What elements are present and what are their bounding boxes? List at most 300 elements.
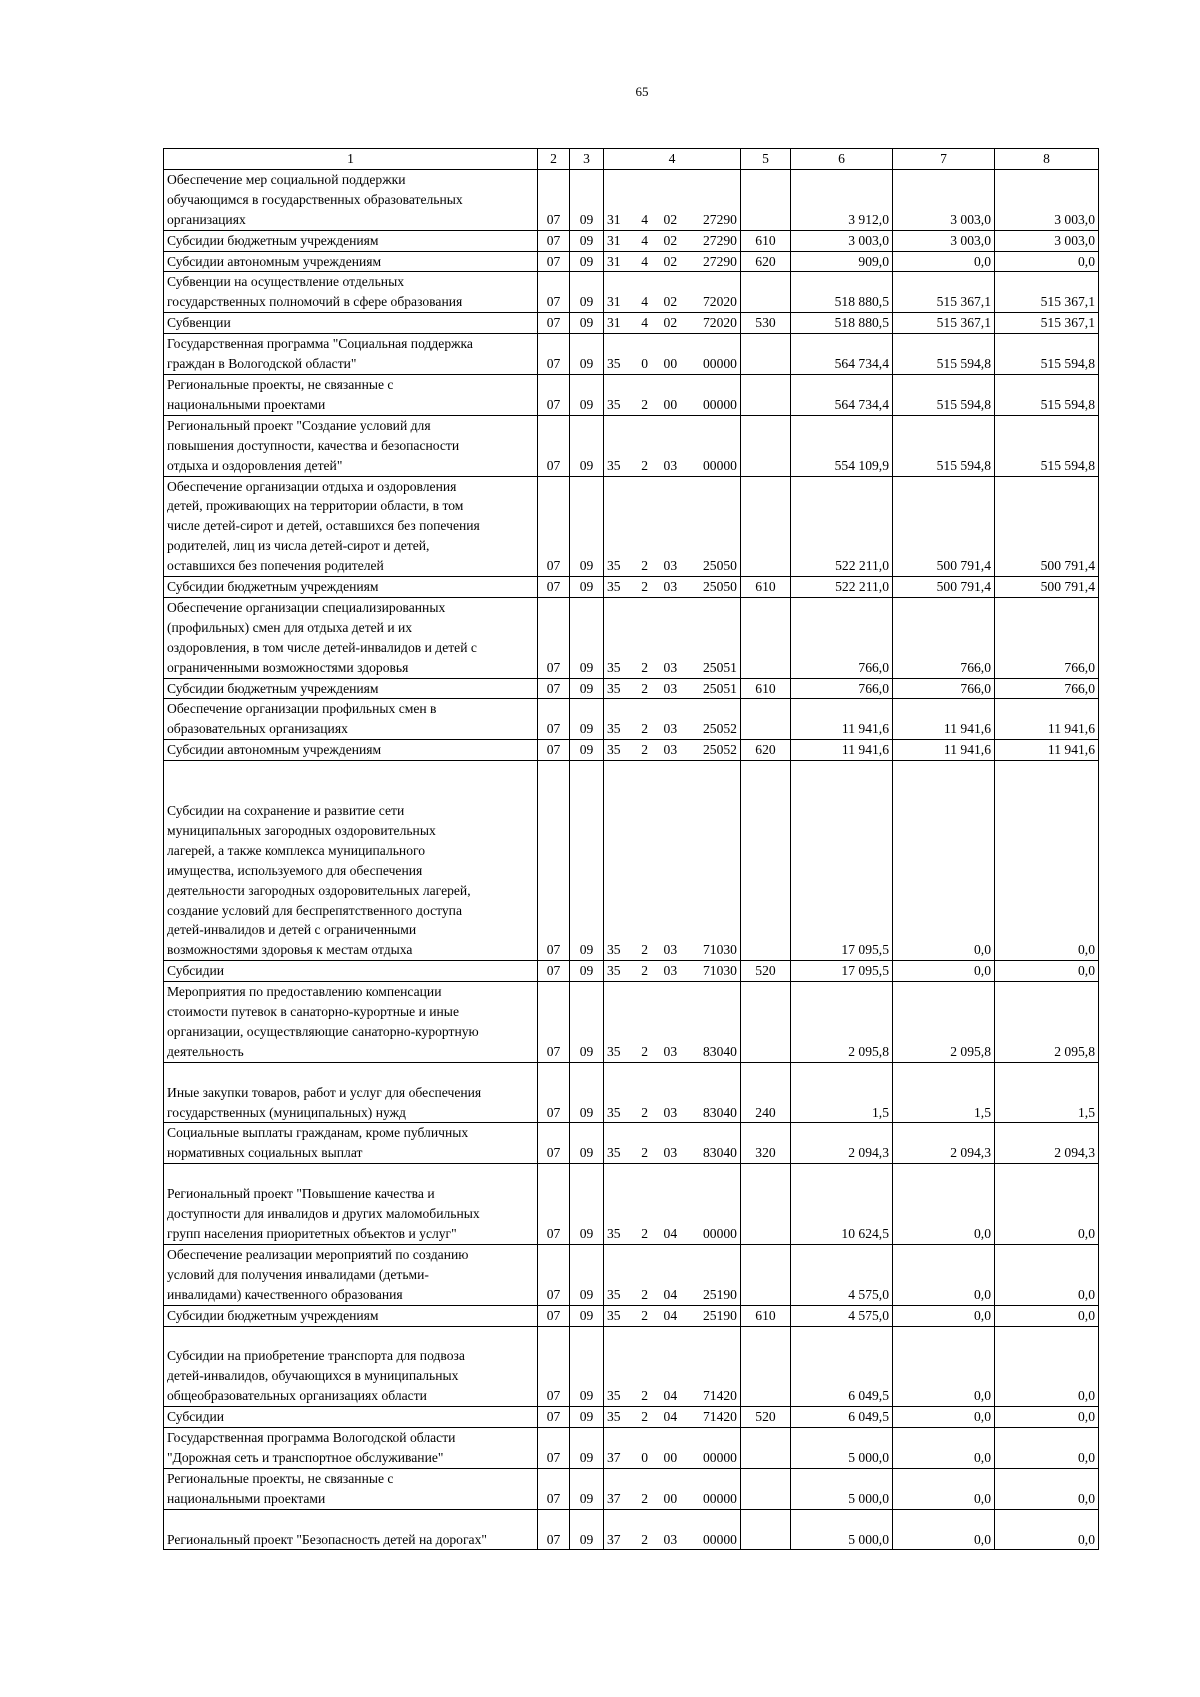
row-name-line: организациях	[167, 211, 246, 227]
amount-cell-col6: 5 000,0	[791, 1509, 893, 1550]
target-article-part: 2	[641, 1409, 649, 1425]
row-name-cell	[164, 1326, 538, 1407]
row-name-line: детей-инвалидов, обучающихся в муниципальных	[167, 1368, 459, 1384]
amount-cell-col6: 4 575,0	[791, 1305, 893, 1326]
target-article-part: 4	[641, 315, 649, 331]
target-article-part: 2	[641, 942, 649, 958]
amount-cell-col7: 515 594,8	[893, 374, 995, 415]
subsection-code-cell: 09	[570, 1326, 604, 1407]
target-article-cell	[604, 415, 741, 476]
target-article-part: 03	[663, 1043, 678, 1059]
row-name-cell	[164, 577, 538, 598]
table-row	[164, 961, 1099, 982]
section-code-cell: 07	[538, 1164, 570, 1245]
amount-cell-col6: 6 049,5	[791, 1326, 893, 1407]
section-code-cell: 07	[538, 740, 570, 761]
table-row	[164, 1244, 1099, 1305]
expense-type-cell: 520	[741, 961, 791, 982]
row-name-line: Субсидии автономным учреждениям	[167, 253, 382, 269]
amount-cell-col8: 0,0	[995, 1468, 1099, 1509]
header-cell: 7	[893, 149, 995, 170]
subsection-code-cell: 09	[570, 1164, 604, 1245]
amount-cell-col7: 0,0	[893, 1468, 995, 1509]
section-code-cell: 07	[538, 1407, 570, 1428]
target-article-part: 71420	[702, 1388, 737, 1404]
target-article-part: 35	[607, 558, 621, 574]
table-body	[164, 169, 1099, 1550]
row-name-line: лагерей, а также комплекса муниципального	[167, 842, 426, 858]
expense-type-cell	[741, 1244, 791, 1305]
subsection-code-cell: 09	[570, 374, 604, 415]
amount-cell-col6: 909,0	[791, 251, 893, 272]
subsection-code-cell: 09	[570, 1407, 604, 1428]
row-name-line: государственных полномочий в сфере образования	[167, 294, 463, 310]
row-name-cell	[164, 1468, 538, 1509]
row-name-cell	[164, 374, 538, 415]
table-row	[164, 272, 1099, 313]
amount-cell-col8: 0,0	[995, 1244, 1099, 1305]
row-name-cell	[164, 678, 538, 699]
row-name-line: (профильных) смен для отдыха детей и их	[167, 619, 413, 635]
subsection-code-cell: 09	[570, 1428, 604, 1469]
amount-cell-col7: 0,0	[893, 251, 995, 272]
target-article-part: 2	[641, 1490, 649, 1506]
amount-cell-col8: 3 003,0	[995, 230, 1099, 251]
amount-cell-col7: 3 003,0	[893, 169, 995, 230]
subsection-code-cell: 09	[570, 415, 604, 476]
target-article-part: 35	[607, 1043, 621, 1059]
amount-cell-col8: 0,0	[995, 1428, 1099, 1469]
target-article-part: 00	[663, 1449, 678, 1465]
table-row	[164, 699, 1099, 740]
amount-cell-col7: 0,0	[893, 1244, 995, 1305]
header-cell: 8	[995, 149, 1099, 170]
row-name-line: стоимости путевок в санаторно-курортные и иные	[167, 1004, 459, 1020]
amount-cell-col7: 2 094,3	[893, 1123, 995, 1164]
row-name-line: Субвенции	[167, 315, 231, 331]
row-name-cell	[164, 597, 538, 678]
row-name-line: Обеспечение организации отдыха и оздоровления	[167, 478, 457, 494]
row-name-line: организации, осуществляющие санаторно-курортную	[167, 1023, 479, 1039]
amount-cell-col7: 0,0	[893, 1305, 995, 1326]
target-article-part: 35	[607, 1145, 621, 1161]
row-name-line: Мероприятия по предоставлению компенсации	[167, 984, 442, 1000]
row-name-line: нормативных социальных выплат	[167, 1145, 363, 1161]
row-name-line: общеобразовательных организациях области	[167, 1388, 427, 1404]
target-article-cell	[604, 476, 741, 577]
amount-cell-col8: 766,0	[995, 678, 1099, 699]
target-article-cell	[604, 1326, 741, 1407]
table-row	[164, 761, 1099, 961]
target-article-part: 00000	[702, 356, 737, 372]
target-article-part: 35	[607, 457, 621, 473]
row-name-line: имущества, используемого для обеспечения	[167, 862, 423, 878]
row-name-line: родителей, лиц из числа детей-сирот и детей,	[167, 538, 430, 554]
subsection-code-cell: 09	[570, 1062, 604, 1123]
row-name-cell	[164, 476, 538, 577]
section-code-cell: 07	[538, 1305, 570, 1326]
row-name-line: образовательных организациях	[167, 721, 348, 737]
table-row	[164, 1407, 1099, 1428]
target-article-part: 2	[641, 1104, 649, 1120]
table-row	[164, 1509, 1099, 1550]
row-name-cell	[164, 272, 538, 313]
target-article-cell	[604, 1509, 741, 1550]
target-article-cell	[604, 169, 741, 230]
row-name-line: условий для получения инвалидами (детьми-	[167, 1266, 429, 1282]
amount-cell-col6: 522 211,0	[791, 476, 893, 577]
amount-cell-col6: 11 941,6	[791, 740, 893, 761]
target-article-part: 03	[663, 579, 678, 595]
row-name-line: муниципальных загородных оздоровительных	[167, 822, 436, 838]
row-name-line: Обеспечение организации специализированных	[167, 599, 446, 615]
target-article-part: 4	[641, 294, 649, 310]
target-article-part: 37	[607, 1490, 621, 1506]
target-article-part: 71030	[702, 963, 737, 979]
row-name-line: детей, проживающих на территории области, в том	[167, 498, 464, 514]
target-article-part: 83040	[702, 1104, 737, 1120]
amount-cell-col7: 11 941,6	[893, 740, 995, 761]
blank-line	[167, 761, 534, 781]
section-code-cell: 07	[538, 313, 570, 334]
target-article-part: 03	[663, 680, 678, 696]
expense-type-cell	[741, 374, 791, 415]
blank-line	[167, 1063, 534, 1083]
target-article-part: 25050	[702, 579, 737, 595]
table-row	[164, 678, 1099, 699]
row-name-line: Субсидии	[167, 963, 225, 979]
subsection-code-cell: 09	[570, 1509, 604, 1550]
target-article-part: 0	[641, 1449, 649, 1465]
table-row	[164, 1305, 1099, 1326]
table-row	[164, 251, 1099, 272]
row-name-line: государственных (муниципальных) нужд	[167, 1104, 406, 1120]
target-article-part: 03	[663, 721, 678, 737]
amount-cell-col6: 11 941,6	[791, 699, 893, 740]
target-article-part: 0	[641, 356, 649, 372]
table-row	[164, 169, 1099, 230]
expense-type-cell	[741, 1468, 791, 1509]
row-name-line: Обеспечение реализации мероприятий по созданию	[167, 1246, 469, 1262]
table-row	[164, 1428, 1099, 1469]
target-article-part: 2	[641, 396, 649, 412]
row-name-line: Субвенции на осуществление отдельных	[167, 274, 404, 290]
amount-cell-col8: 0,0	[995, 1305, 1099, 1326]
target-article-part: 35	[607, 942, 621, 958]
section-code-cell: 07	[538, 334, 570, 375]
target-article-part: 03	[663, 942, 678, 958]
row-name-line: оздоровления, в том числе детей-инвалидов и детей с	[167, 639, 477, 655]
subsection-code-cell: 09	[570, 1305, 604, 1326]
expense-type-cell	[741, 1509, 791, 1550]
row-name-line: Социальные выплаты гражданам, кроме публичных	[167, 1125, 469, 1141]
target-article-part: 03	[663, 1145, 678, 1161]
amount-cell-col7: 766,0	[893, 678, 995, 699]
row-name-line: возможностями здоровья к местам отдыха	[167, 942, 413, 958]
target-article-part: 25051	[702, 680, 737, 696]
subsection-code-cell: 09	[570, 169, 604, 230]
target-article-part: 2	[641, 963, 649, 979]
target-article-part: 25190	[702, 1307, 737, 1323]
target-article-part: 03	[663, 963, 678, 979]
row-name-line: Региональные проекты, не связанные с	[167, 376, 394, 392]
row-name-cell	[164, 699, 538, 740]
amount-cell-col7: 11 941,6	[893, 699, 995, 740]
expense-type-cell	[741, 699, 791, 740]
table-row	[164, 313, 1099, 334]
target-article-part: 27290	[702, 253, 737, 269]
amount-cell-col8: 0,0	[995, 1326, 1099, 1407]
row-name-cell	[164, 1244, 538, 1305]
row-name-cell	[164, 230, 538, 251]
amount-cell-col7: 515 367,1	[893, 272, 995, 313]
row-name-line: Субсидии бюджетным учреждениям	[167, 579, 379, 595]
row-name-line: групп населения приоритетных объектов и услуг"	[167, 1225, 457, 1241]
amount-cell-col8: 0,0	[995, 1407, 1099, 1428]
amount-cell-col8: 0,0	[995, 761, 1099, 961]
amount-cell-col8: 11 941,6	[995, 699, 1099, 740]
amount-cell-col8: 0,0	[995, 961, 1099, 982]
target-article-part: 2	[641, 579, 649, 595]
target-article-part: 71420	[702, 1409, 737, 1425]
target-article-cell	[604, 961, 741, 982]
target-article-cell	[604, 1428, 741, 1469]
target-article-part: 02	[663, 294, 678, 310]
row-name-line: Региональный проект "Создание условий для	[167, 417, 431, 433]
row-name-line: детей-инвалидов и детей с ограниченными	[167, 922, 417, 938]
section-code-cell: 07	[538, 1244, 570, 1305]
amount-cell-col7: 2 095,8	[893, 982, 995, 1063]
expense-type-cell: 620	[741, 740, 791, 761]
target-article-part: 4	[641, 253, 649, 269]
row-name-line: Региональные проекты, не связанные с	[167, 1470, 394, 1486]
amount-cell-col6: 4 575,0	[791, 1244, 893, 1305]
section-code-cell: 07	[538, 1509, 570, 1550]
target-article-part: 2	[641, 1388, 649, 1404]
section-code-cell: 07	[538, 761, 570, 961]
expense-type-cell	[741, 1326, 791, 1407]
target-article-part: 03	[663, 1104, 678, 1120]
row-name-line: повышения доступности, качества и безопасности	[167, 437, 460, 453]
target-article-cell	[604, 1062, 741, 1123]
blank-line	[167, 1327, 534, 1347]
subsection-code-cell: 09	[570, 961, 604, 982]
target-article-cell	[604, 272, 741, 313]
target-article-part: 00000	[702, 1531, 737, 1547]
amount-cell-col8: 0,0	[995, 1164, 1099, 1245]
target-article-part: 2	[641, 721, 649, 737]
row-name-line: доступности для инвалидов и других маломобильных	[167, 1206, 480, 1222]
target-article-part: 35	[607, 1388, 621, 1404]
expense-type-cell: 320	[741, 1123, 791, 1164]
page-number: 65	[635, 84, 649, 99]
target-article-part: 35	[607, 1225, 621, 1241]
row-name-line: отдыха и оздоровления детей"	[167, 457, 343, 473]
subsection-code-cell: 09	[570, 230, 604, 251]
target-article-part: 2	[641, 457, 649, 473]
table-row	[164, 374, 1099, 415]
row-name-line: Субсидии бюджетным учреждениям	[167, 680, 379, 696]
table-row	[164, 1123, 1099, 1164]
row-name-line: национальными проектами	[167, 1490, 326, 1506]
subsection-code-cell: 09	[570, 577, 604, 598]
amount-cell-col6: 564 734,4	[791, 374, 893, 415]
section-code-cell: 07	[538, 415, 570, 476]
target-article-part: 04	[663, 1307, 678, 1323]
subsection-code-cell: 09	[570, 1244, 604, 1305]
amount-cell-col7: 0,0	[893, 1509, 995, 1550]
amount-cell-col8: 2 095,8	[995, 982, 1099, 1063]
blank-line	[167, 1164, 534, 1184]
target-article-part: 00	[663, 356, 678, 372]
expense-type-cell: 620	[741, 251, 791, 272]
amount-cell-col6: 1,5	[791, 1062, 893, 1123]
expense-type-cell	[741, 334, 791, 375]
target-article-part: 2	[641, 1043, 649, 1059]
row-name-line: ограниченными возможностями здоровья	[167, 659, 409, 675]
amount-cell-col7: 500 791,4	[893, 577, 995, 598]
blank-line	[167, 1510, 534, 1530]
target-article-cell	[604, 334, 741, 375]
target-article-part: 04	[663, 1225, 678, 1241]
amount-cell-col7: 0,0	[893, 1164, 995, 1245]
row-name-line: деятельность	[167, 1043, 244, 1059]
target-article-part: 03	[663, 659, 678, 675]
amount-cell-col8: 0,0	[995, 251, 1099, 272]
row-name-cell	[164, 415, 538, 476]
amount-cell-col7: 3 003,0	[893, 230, 995, 251]
amount-cell-col8: 515 367,1	[995, 272, 1099, 313]
row-name-line: инвалидами) качественного образования	[167, 1286, 403, 1302]
amount-cell-col6: 17 095,5	[791, 761, 893, 961]
subsection-code-cell: 09	[570, 334, 604, 375]
expense-type-cell: 240	[741, 1062, 791, 1123]
row-name-line: Обеспечение организации профильных смен в	[167, 701, 437, 717]
row-name-cell	[164, 169, 538, 230]
target-article-part: 02	[663, 253, 678, 269]
header-cell: 5	[741, 149, 791, 170]
target-article-part: 02	[663, 211, 678, 227]
table-row	[164, 230, 1099, 251]
target-article-part: 03	[663, 457, 678, 473]
target-article-part: 2	[641, 1307, 649, 1323]
subsection-code-cell: 09	[570, 313, 604, 334]
target-article-part: 35	[607, 963, 621, 979]
target-article-part: 27290	[702, 211, 737, 227]
target-article-part: 35	[607, 356, 621, 372]
table-row	[164, 577, 1099, 598]
target-article-part: 35	[607, 721, 621, 737]
target-article-cell	[604, 1164, 741, 1245]
target-article-cell	[604, 1123, 741, 1164]
target-article-part: 4	[641, 211, 649, 227]
subsection-code-cell: 09	[570, 678, 604, 699]
row-name-cell	[164, 1305, 538, 1326]
target-article-part: 25052	[702, 742, 737, 758]
subsection-code-cell: 09	[570, 597, 604, 678]
amount-cell-col6: 5 000,0	[791, 1428, 893, 1469]
section-code-cell: 07	[538, 374, 570, 415]
expense-type-cell: 610	[741, 678, 791, 699]
row-name-line: граждан в Вологодской области"	[167, 356, 357, 372]
row-name-line: Субсидии	[167, 1409, 225, 1425]
target-article-part: 2	[641, 659, 649, 675]
target-article-part: 2	[641, 1225, 649, 1241]
target-article-part: 00	[663, 1490, 678, 1506]
section-code-cell: 07	[538, 1326, 570, 1407]
expense-type-cell: 520	[741, 1407, 791, 1428]
amount-cell-col7: 0,0	[893, 1407, 995, 1428]
row-name-cell	[164, 251, 538, 272]
target-article-cell	[604, 982, 741, 1063]
target-article-part: 04	[663, 1286, 678, 1302]
row-name-line: Субсидии на сохранение и развитие сети	[167, 802, 405, 818]
table-row	[164, 740, 1099, 761]
amount-cell-col7: 0,0	[893, 761, 995, 961]
target-article-part: 31	[607, 253, 621, 269]
target-article-part: 2	[641, 680, 649, 696]
row-name-cell	[164, 982, 538, 1063]
amount-cell-col7: 0,0	[893, 961, 995, 982]
expense-type-cell	[741, 415, 791, 476]
amount-cell-col6: 17 095,5	[791, 961, 893, 982]
amount-cell-col6: 6 049,5	[791, 1407, 893, 1428]
table-header-row	[164, 149, 1099, 170]
row-name-cell	[164, 961, 538, 982]
row-name-line: Иные закупки товаров, работ и услуг для обеспечения	[167, 1084, 482, 1100]
amount-cell-col8: 3 003,0	[995, 169, 1099, 230]
row-name-line: Государственная программа "Социальная поддержка	[167, 336, 473, 352]
target-article-part: 2	[641, 1531, 649, 1547]
header-cell: 6	[791, 149, 893, 170]
target-article-part: 72020	[702, 294, 737, 310]
header-cell: 1	[164, 149, 538, 170]
target-article-part: 03	[663, 742, 678, 758]
target-article-cell	[604, 251, 741, 272]
subsection-code-cell: 09	[570, 1123, 604, 1164]
row-name-line: Субсидии бюджетным учреждениям	[167, 1307, 379, 1323]
target-article-part: 2	[641, 742, 649, 758]
target-article-part: 35	[607, 680, 621, 696]
target-article-part: 00000	[702, 1449, 737, 1465]
expense-type-cell: 610	[741, 577, 791, 598]
target-article-part: 35	[607, 659, 621, 675]
target-article-cell	[604, 313, 741, 334]
target-article-part: 02	[663, 315, 678, 331]
target-article-part: 31	[607, 211, 621, 227]
row-name-line: числе детей-сирот и детей, оставшихся без попечения	[167, 518, 480, 534]
target-article-part: 35	[607, 579, 621, 595]
expense-type-cell	[741, 169, 791, 230]
row-name-cell	[164, 1407, 538, 1428]
target-article-cell	[604, 1244, 741, 1305]
target-article-part: 25052	[702, 721, 737, 737]
section-code-cell: 07	[538, 577, 570, 598]
target-article-part: 03	[663, 558, 678, 574]
target-article-part: 00000	[702, 1490, 737, 1506]
section-code-cell: 07	[538, 597, 570, 678]
table-row	[164, 982, 1099, 1063]
subsection-code-cell: 09	[570, 982, 604, 1063]
row-name-line: Региональный проект "Повышение качества и	[167, 1186, 435, 1202]
target-article-cell	[604, 699, 741, 740]
row-name-cell	[164, 761, 538, 961]
header-cell: 4	[604, 149, 741, 170]
row-name-line: национальными проектами	[167, 396, 326, 412]
amount-cell-col6: 2 094,3	[791, 1123, 893, 1164]
amount-cell-col6: 2 095,8	[791, 982, 893, 1063]
subsection-code-cell: 09	[570, 740, 604, 761]
